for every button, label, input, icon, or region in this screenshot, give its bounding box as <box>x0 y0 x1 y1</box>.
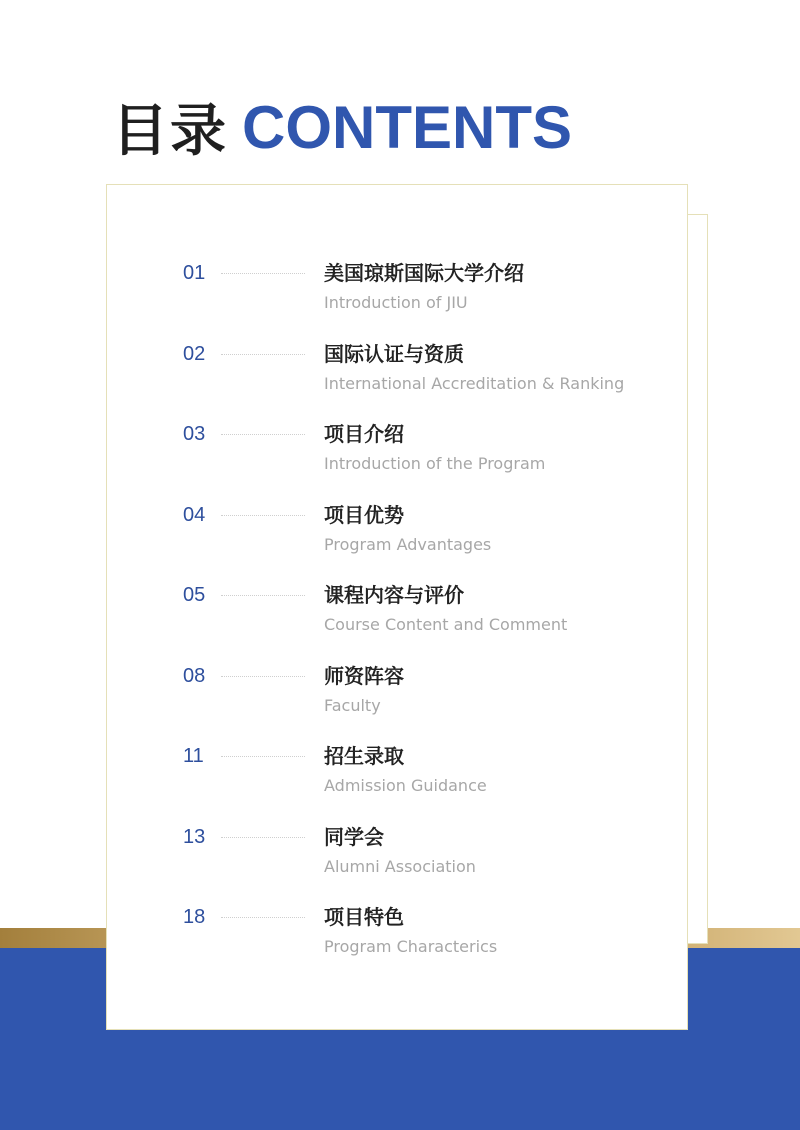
toc-entry[interactable] <box>107 578 687 638</box>
toc-entry[interactable] <box>107 820 687 880</box>
toc-title-chinese: 项目特色 <box>324 905 404 929</box>
toc-page-number: 01 <box>183 262 206 284</box>
toc-page-number: 05 <box>183 584 206 606</box>
toc-title-english: Course Content and Comment <box>324 615 568 634</box>
dotted-leader <box>221 273 305 274</box>
toc-list <box>107 185 687 1029</box>
toc-title-chinese: 课程内容与评价 <box>324 583 464 607</box>
toc-title-english: Program Advantages <box>324 535 492 554</box>
toc-entry[interactable] <box>107 498 687 558</box>
contents-panel <box>106 184 688 1030</box>
toc-entry[interactable] <box>107 337 687 397</box>
dotted-leader <box>221 434 305 435</box>
page-heading <box>112 92 572 162</box>
toc-page-number: 03 <box>183 423 206 445</box>
toc-title-english: Alumni Association <box>324 857 476 876</box>
toc-title-chinese: 项目优势 <box>324 503 404 527</box>
dotted-leader <box>221 676 305 677</box>
toc-title-chinese: 师资阵容 <box>324 664 404 688</box>
dotted-leader <box>221 756 305 757</box>
toc-title-chinese: 项目介绍 <box>324 422 404 446</box>
toc-title-english: Introduction of JIU <box>324 293 468 312</box>
toc-page-number: 18 <box>183 906 206 928</box>
dotted-leader <box>221 837 305 838</box>
toc-entry[interactable] <box>107 739 687 799</box>
heading-english: CONTENTS <box>242 93 572 161</box>
toc-page-number: 11 <box>183 745 204 767</box>
toc-entry[interactable] <box>107 659 687 719</box>
toc-title-english: International Accreditation & Ranking <box>324 374 625 393</box>
toc-title-chinese: 同学会 <box>324 825 384 849</box>
toc-page-number: 02 <box>183 343 206 365</box>
dotted-leader <box>221 354 305 355</box>
dotted-leader <box>221 515 305 516</box>
dotted-leader <box>221 595 305 596</box>
heading-chinese: 目录 <box>112 99 228 164</box>
toc-entry[interactable] <box>107 256 687 316</box>
toc-title-chinese: 国际认证与资质 <box>324 342 464 366</box>
toc-entry[interactable] <box>107 900 687 960</box>
dotted-leader <box>221 917 305 918</box>
toc-page-number: 04 <box>183 504 206 526</box>
toc-page-number: 08 <box>183 665 206 687</box>
toc-title-english: Program Characterics <box>324 937 498 956</box>
toc-title-english: Introduction of the Program <box>324 454 546 473</box>
toc-title-chinese: 美国琼斯国际大学介绍 <box>324 261 524 285</box>
toc-title-english: Admission Guidance <box>324 776 487 795</box>
toc-entry[interactable] <box>107 417 687 477</box>
toc-title-english: Faculty <box>324 696 381 715</box>
toc-page-number: 13 <box>183 826 206 848</box>
toc-title-chinese: 招生录取 <box>324 744 404 768</box>
